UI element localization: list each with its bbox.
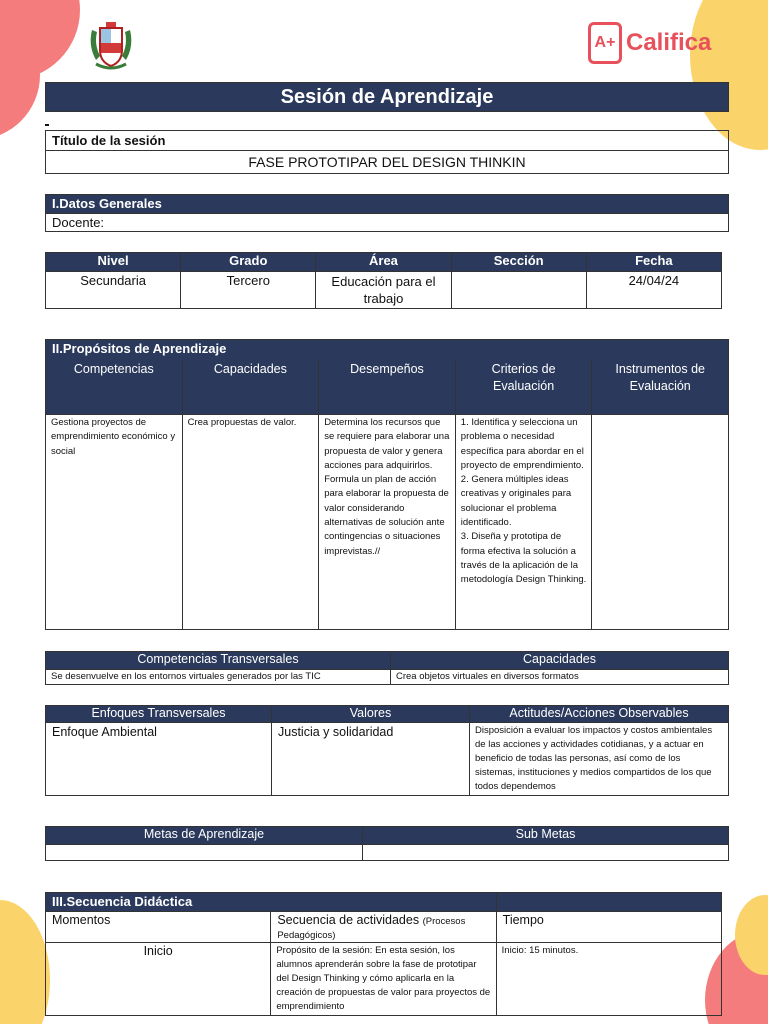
coat-of-arms-icon: [86, 20, 136, 72]
col-fecha: Fecha: [586, 253, 721, 272]
col-metas: Metas de Aprendizaje: [46, 827, 363, 845]
califica-badge-text: A+: [594, 34, 616, 51]
col-actividades-label: Secuencia de actividades: [277, 913, 420, 927]
session-title-block: [45, 130, 729, 174]
transversal-competencia: Se desenvuelve en los entornos virtuales generados por las TIC: [46, 670, 391, 685]
decor-blob-bottom-left: [0, 900, 50, 1024]
purpose-desempeno: Determina los recursos que se requiere para elaborar una propuesta de valor y genera acciones para adquirirlos. Formula un plan de acción para elaborar la propuesta de valor considerando alternativas de solución ante contingencias o situaciones imprevistas.//: [319, 415, 456, 630]
sequence-header: III.Secuencia Didáctica: [46, 893, 497, 912]
col-actividades: [271, 912, 496, 943]
session-title-value: FASE PROTOTIPAR DEL DESIGN THINKIN: [46, 151, 729, 174]
col-competencias: Competencias: [46, 360, 183, 415]
value-grado: Tercero: [181, 272, 316, 309]
sequence-header-spacer: [496, 893, 721, 912]
transversal-capacidad: Crea objetos virtuales en diversos formatos: [391, 670, 729, 685]
col-capacidades: Capacidades: [182, 360, 319, 415]
purpose-competencia: Gestiona proyectos de emprendimiento económico y social: [46, 415, 183, 630]
approaches-table: [45, 705, 729, 796]
col-momentos: Momentos: [46, 912, 271, 943]
col-desempenos: Desempeños: [319, 360, 456, 415]
goal-submeta: [363, 845, 729, 861]
document-title-bar: [45, 82, 729, 112]
col-seccion: Sección: [451, 253, 586, 272]
califica-badge-icon: [588, 22, 622, 64]
sequence-time: Inicio: 15 minutos.: [496, 943, 721, 1016]
general-data-header: I.Datos Generales: [46, 195, 729, 214]
goal-meta: [46, 845, 363, 861]
approach-valor: Justicia y solidaridad: [272, 723, 470, 796]
col-tiempo: Tiempo: [496, 912, 721, 943]
value-area: Educación para el trabajo: [316, 272, 451, 309]
purpose-capacidad: Crea propuestas de valor.: [182, 415, 319, 630]
col-area: Área: [316, 253, 451, 272]
califica-logo: [588, 20, 728, 66]
sequence-activity: Propósito de la sesión: En esta sesión, los alumnos aprenderán sobre la fase de prototipar del Design Thinking y cómo aplicarla en la creación de propuestas de valor para proyectos de emprendimiento: [271, 943, 496, 1016]
col-actitudes: Actitudes/Acciones Observables: [470, 706, 729, 723]
col-enfoques: Enfoques Transversales: [46, 706, 272, 723]
purposes-header: II.Propósitos de Aprendizaje: [46, 340, 729, 360]
col-submetas: Sub Metas: [363, 827, 729, 845]
purpose-instrumentos: [592, 415, 729, 630]
transversal-table: [45, 651, 729, 685]
col-instrumentos: Instrumentos de Evaluación: [592, 360, 729, 415]
col-criterios: Criterios de Evaluación: [455, 360, 592, 415]
goals-table: [45, 826, 729, 861]
session-title-label: Título de la sesión: [46, 131, 729, 151]
sequence-moment: Inicio: [46, 943, 271, 1016]
califica-logo-text: Califica: [626, 29, 712, 56]
sequence-table: [45, 892, 722, 1012]
col-valores: Valores: [272, 706, 470, 723]
value-nivel: Secundaria: [46, 272, 181, 309]
general-data-block: [45, 194, 729, 232]
approach-actitudes: Disposición a evaluar los impactos y costos ambientales de las acciones y actividades cotidianas, y a actuar en beneficio de todas las personas, así como de los sistemas, instituciones y medios compartidos de los que todos dependemos: [470, 723, 729, 796]
value-fecha: 24/04/24: [586, 272, 721, 309]
purpose-criterios: 1. Identifica y selecciona un problema o necesidad específica para abordar en el proyecto de emprendimiento. 2. Genera múltiples ideas creativas y originales para solucionar el problema identificado. 3. Diseña y prototipa de forma efectiva la solución a través de la aplicación de la metodología Design Thinking.: [455, 415, 592, 630]
col-grado: Grado: [181, 253, 316, 272]
col-actividades-note: (Procesos Pedagógicos): [277, 916, 466, 941]
docente-label: Docente:: [46, 214, 729, 232]
purposes-table: [45, 339, 729, 630]
divider-mark: [45, 124, 49, 126]
col-nivel: Nivel: [46, 253, 181, 272]
value-seccion: [451, 272, 586, 309]
col-competencias-transversales: Competencias Transversales: [46, 652, 391, 670]
approach-enfoque: Enfoque Ambiental: [46, 723, 272, 796]
col-capacidades-transversales: Capacidades: [391, 652, 729, 670]
document-title: Sesión de Aprendizaje: [280, 85, 494, 108]
general-data-table: [45, 252, 722, 308]
